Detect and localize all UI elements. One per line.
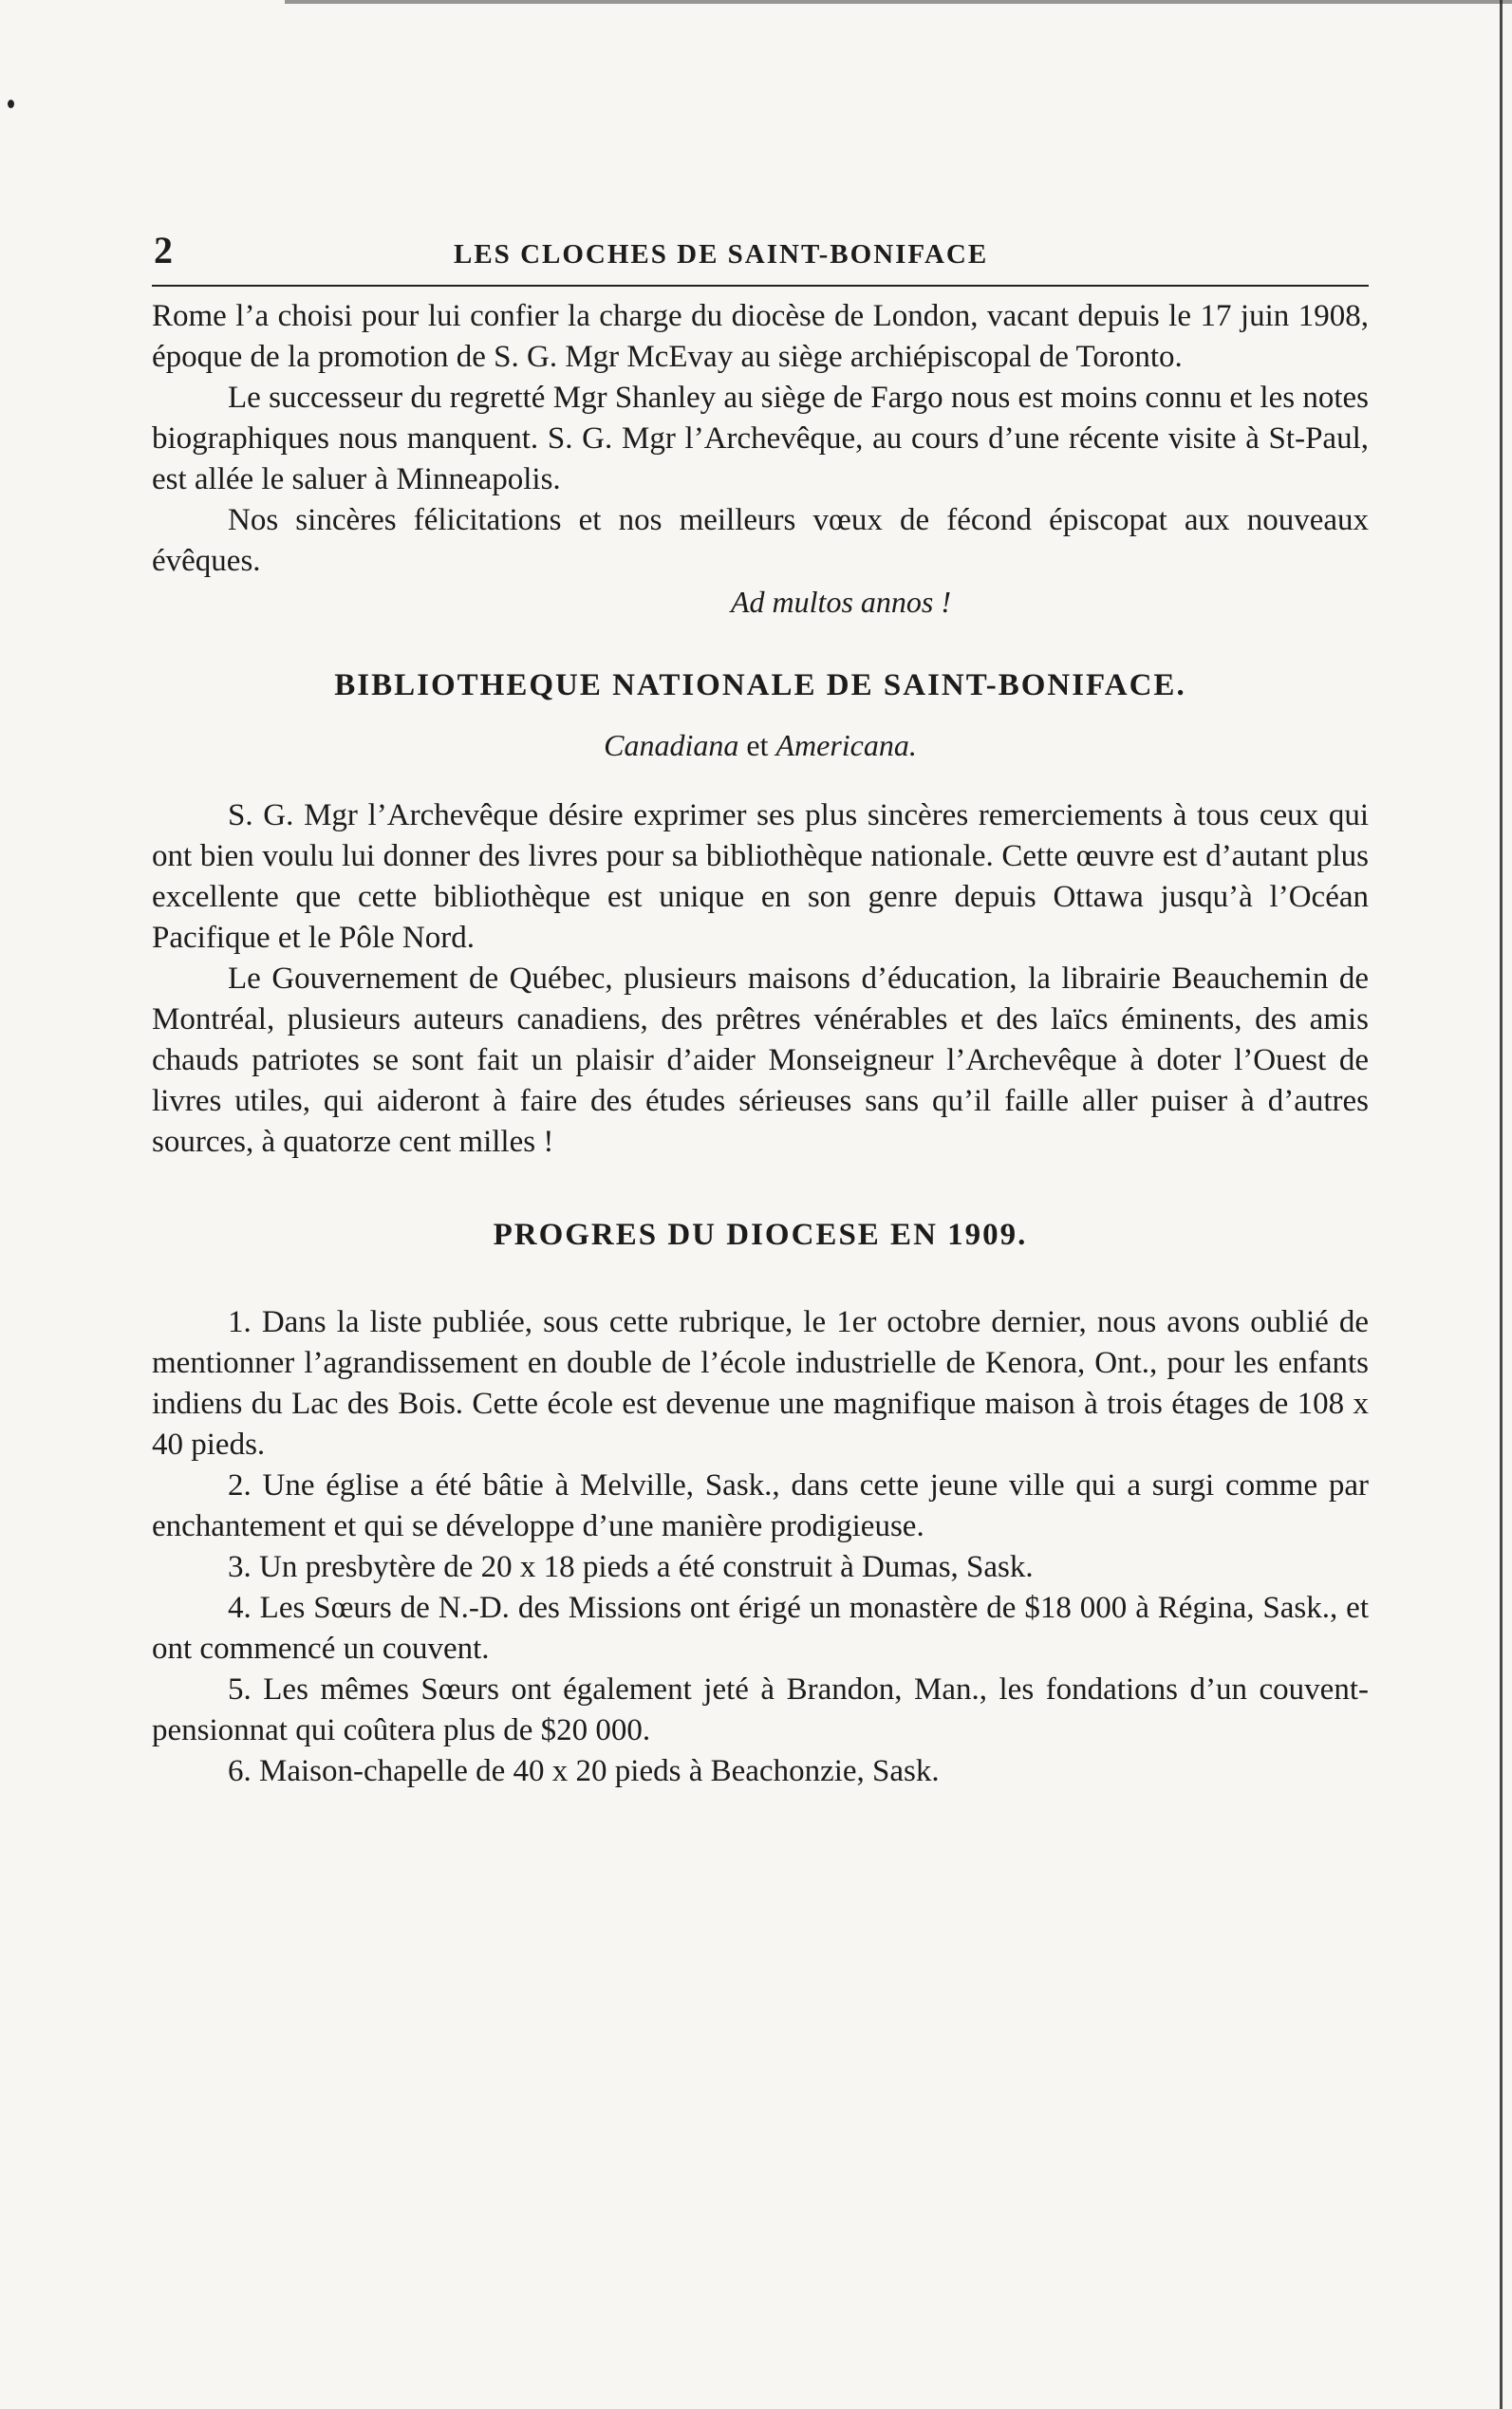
section-title-progres: PROGRES DU DIOCESE EN 1909. (493, 1218, 1028, 1252)
progres-item-5: 5. Les mêmes Sœurs ont également jeté à Brandon, Man., les fondations d’un couvent-pensionnat qui coûtera plus de $20 000. (152, 1672, 1369, 1747)
scan-speck (8, 100, 14, 108)
scan-right-edge (1500, 0, 1503, 2409)
subtitle-canadiana: Canadiana (604, 728, 739, 762)
page-content (152, 228, 1369, 1792)
running-title: LES CLOCHES DE SAINT-BONIFACE (454, 239, 989, 270)
progres-list (152, 1302, 1369, 1792)
bibliotheque-paragraph-1: S. G. Mgr l’Archevêque désire exprimer ses plus sincères remerciements à tous ceux qui ont bien voulu lui donner des livres pour sa bibliothèque nationale. Cette œuvre est d’autant plus excellente que cette bibliothèque est unique en son genre depuis Ottawa jusqu’à l’Océan Pacifique et le Pôle Nord. (152, 798, 1369, 955)
page-header (152, 228, 1369, 287)
progres-item-6: 6. Maison-chapelle de 40 x 20 pieds à Beachonzie, Sask. (228, 1754, 940, 1788)
intro-paragraph-3: Nos sincères félicitations et nos meilleurs vœux de fécond épiscopat aux nouveaux évêques. (152, 503, 1369, 578)
section-subtitle-bibliotheque (152, 728, 1369, 763)
page-number: 2 (154, 229, 173, 271)
progres-item-3: 3. Un presbytère de 20 x 18 pieds a été construit à Dumas, Sask. (228, 1550, 1034, 1584)
subtitle-americana: Americana. (775, 728, 917, 762)
scan-top-edge (285, 0, 1512, 4)
signoff-latin: Ad multos annos ! (731, 585, 951, 619)
progres-item-1: 1. Dans la liste publiée, sous cette rubrique, le 1er octobre dernier, nous avons oublié de mentionner l’agrandissement en double de l’école industrielle de Kenora, Ont., pour les enfants indiens du Lac des Bois. Cette école est devenue une magnifique maison à trois étages de 108 x 40 pieds. (152, 1305, 1369, 1462)
progres-item-4: 4. Les Sœurs de N.-D. des Missions ont érigé un monastère de $18 000 à Régina, Sask., et ont commencé un couvent. (152, 1591, 1369, 1666)
bibliotheque-paragraph-2: Le Gouvernement de Québec, plusieurs maisons d’éducation, la librairie Beauchemin de Montréal, plusieurs auteurs canadiens, des prêtres vénérables et des laïcs éminents, des amis chauds patriotes se sont fait un plaisir d’aider Monseigneur l’Archevêque à doter l’Ouest de livres utiles, qui aideront à faire des études sérieuses sans qu’il faille aller puiser à d’autres sources, à quatorze cent milles ! (152, 962, 1369, 1159)
section-title-bibliotheque: BIBLIOTHEQUE NATIONALE DE SAINT-BONIFACE. (334, 668, 1186, 702)
intro-paragraph-1: Rome l’a choisi pour lui confier la charge du diocèse de London, vacant depuis le 17 juin 1908, époque de la promotion de S. G. Mgr McEvay au siège archiépiscopal de Toronto. (152, 299, 1369, 374)
intro-paragraph-2: Le successeur du regretté Mgr Shanley au siège de Fargo nous est moins connu et les notes biographiques nous manquent. S. G. Mgr l’Archevêque, au cours d’une récente visite à St-Paul, est allée le saluer à Minneapolis. (152, 381, 1369, 496)
progres-item-2: 2. Une église a été bâtie à Melville, Sask., dans cette jeune ville qui a surgi comme par enchantement et qui se développe d’une manière prodigieuse. (152, 1468, 1369, 1543)
subtitle-conjunction: et (738, 728, 776, 762)
